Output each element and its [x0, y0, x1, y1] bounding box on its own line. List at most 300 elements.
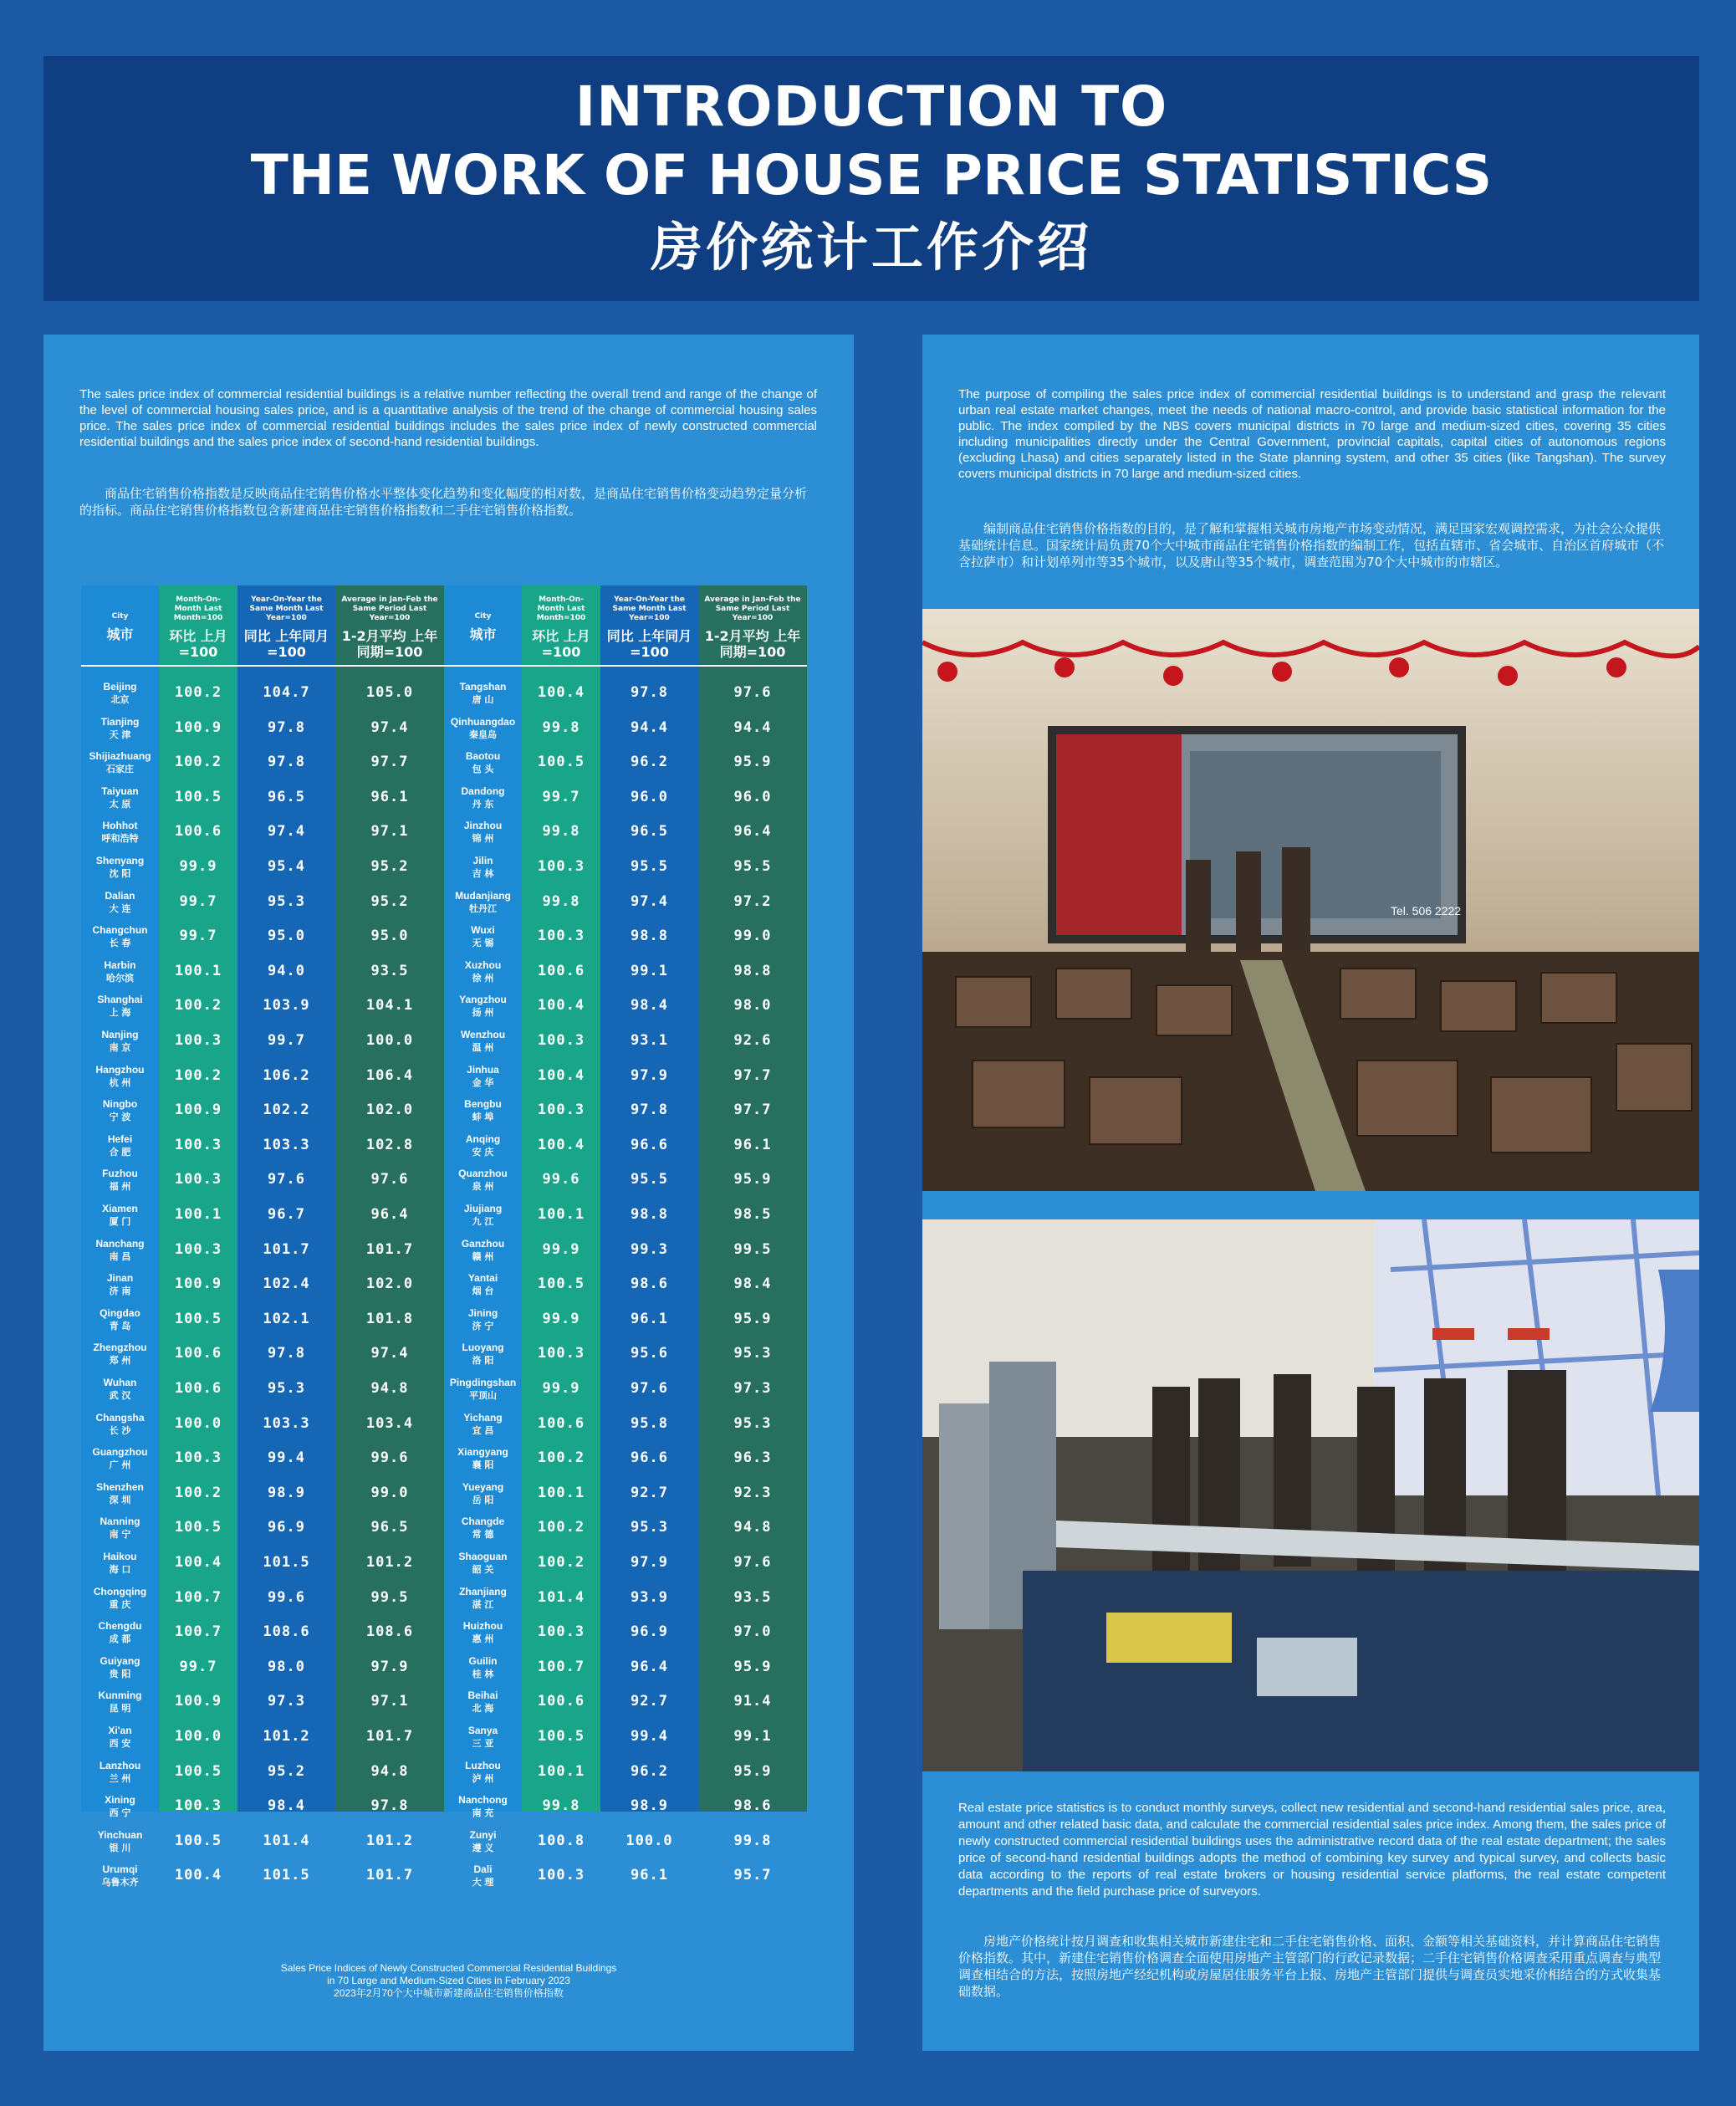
index-value-avg: 98.5: [733, 1206, 772, 1223]
index-value-mom: 100.3: [174, 1240, 222, 1258]
right-intro-english: The purpose of compiling the sales price index of commercial residential buildings is to understand and grasp the relevant urban real estate market changes, meet the needs of national macro-control, and provide basic statistical information for the public. The index compiled by the NBS covers municipal districts in 70 large and medium-sized cities, covering 35 cities including municipalities directly under the Central Government, provincial capitals, capital cities of autonomous regions (excluding Lhasa) and cities separately listed in the State planning system, and other 35 cities (like Tangshan). The survey covers municipal districts in 70 large and medium-sized cities.: [958, 387, 1666, 481]
right-panel: [922, 335, 1699, 2051]
city-name-chinese: 北 海: [472, 1703, 494, 1715]
city-name-cell: [444, 1233, 522, 1273]
city-name-cell: [81, 1093, 159, 1133]
city-name-chinese: 金 华: [472, 1076, 494, 1088]
city-name-chinese: 太 原: [109, 798, 131, 810]
index-value-avg: 101.7: [365, 1728, 414, 1745]
city-name-cell: [81, 989, 159, 1029]
city-name-chinese: 重 庆: [109, 1598, 131, 1610]
city-name-english: Yinchuan: [97, 1828, 143, 1841]
header-mom-chinese: 环比 上月=100: [169, 628, 227, 660]
city-name-chinese: 深 圳: [109, 1494, 131, 1505]
index-value-mom: 99.8: [542, 718, 580, 736]
city-name-english: Chengdu: [98, 1620, 142, 1633]
header-city-chinese: 城市: [106, 626, 134, 642]
index-value-mom: 100.2: [174, 1484, 222, 1501]
city-name-chinese: 成 都: [109, 1633, 131, 1645]
index-value-mom: 99.6: [542, 1171, 580, 1188]
city-name-cell: [444, 1441, 522, 1481]
city-name-chinese: 烟 台: [472, 1286, 494, 1297]
city-name-chinese: 桂 林: [472, 1668, 494, 1679]
index-value-mom: 100.1: [174, 962, 222, 979]
index-value-mom: 100.2: [537, 1519, 585, 1536]
index-value-mom: 100.3: [537, 858, 585, 875]
index-value-yoy: 96.5: [268, 788, 305, 805]
index-value-yoy: 97.8: [268, 718, 305, 736]
index-value-yoy: 96.1: [631, 1310, 668, 1327]
index-value-yoy: 96.9: [631, 1623, 668, 1641]
column-header-mom: [522, 585, 600, 667]
index-value-mom: 100.1: [537, 1484, 585, 1501]
city-name-english: Changchun: [92, 924, 148, 937]
index-value-avg: 96.0: [733, 788, 772, 805]
city-name-english: Tangshan: [459, 681, 507, 693]
index-value-yoy: 95.8: [631, 1414, 668, 1432]
city-name-english: Bengbu: [464, 1098, 502, 1111]
city-name-english: Beihai: [467, 1689, 498, 1702]
city-name-chinese: 武 汉: [109, 1390, 131, 1401]
city-name-cell: [81, 1824, 159, 1864]
index-value-avg: 99.8: [733, 1832, 772, 1849]
index-value-avg: 96.3: [733, 1449, 772, 1467]
city-name-cell: [444, 954, 522, 994]
city-name-english: Luzhou: [465, 1759, 501, 1771]
index-value-mom: 100.9: [174, 718, 222, 736]
city-name-english: Xiamen: [102, 1203, 138, 1214]
index-value-yoy: 97.9: [631, 1554, 668, 1571]
index-value-avg: 97.3: [733, 1380, 772, 1397]
city-name-cell: [81, 1720, 159, 1760]
city-name-chinese: 福 州: [109, 1181, 131, 1193]
column-header-yoy: [237, 585, 335, 667]
city-name-cell: [81, 815, 159, 855]
title-line-2: THE WORK OF HOUSE PRICE STATISTICS: [250, 143, 1493, 207]
column-header-avg: [698, 585, 807, 667]
index-value-avg: 105.0: [365, 684, 414, 701]
city-name-cell: [444, 1615, 522, 1655]
city-name-english: Fuzhou: [102, 1168, 138, 1180]
index-value-yoy: 100.0: [625, 1832, 673, 1849]
city-name-cell: [81, 1407, 159, 1447]
index-value-mom: 99.9: [542, 1310, 580, 1327]
city-name-chinese: 海 口: [109, 1564, 131, 1575]
photo-1-illustration: [922, 609, 1699, 1191]
index-value-avg: 96.1: [370, 788, 409, 805]
city-name-chinese: 北京: [110, 694, 130, 705]
city-name-cell: [444, 1720, 522, 1760]
index-value-avg: 98.6: [733, 1797, 772, 1815]
city-name-chinese: 襄 阳: [472, 1459, 494, 1471]
city-name-cell: [81, 745, 159, 785]
header-yoy-chinese: 同比 上年同月=100: [243, 628, 329, 660]
city-name-english: Nanjing: [101, 1029, 139, 1040]
index-value-yoy: 102.4: [263, 1275, 310, 1293]
column-city-left: [81, 585, 159, 1889]
index-value-avg: 95.2: [370, 892, 409, 910]
index-value-mom: 100.6: [537, 962, 585, 979]
city-name-cell: [81, 1615, 159, 1655]
city-name-english: Guiyang: [100, 1654, 140, 1667]
index-value-avg: 95.3: [733, 1414, 772, 1432]
index-value-yoy: 95.4: [268, 858, 305, 875]
header-city-chinese: 城市: [469, 626, 497, 642]
column-yoy-left: [237, 585, 335, 1884]
city-name-cell: [444, 1684, 522, 1725]
city-name-cell: [444, 1302, 522, 1342]
city-name-english: Xi'an: [108, 1725, 132, 1736]
index-value-mom: 99.8: [542, 1797, 580, 1815]
index-value-mom: 100.6: [174, 1380, 222, 1397]
city-name-cell: [81, 885, 159, 925]
city-name-chinese: 南 京: [109, 1042, 131, 1053]
index-value-avg: 102.8: [365, 1136, 414, 1153]
city-name-chinese: 安 庆: [472, 1146, 494, 1158]
index-value-avg: 95.9: [733, 1171, 772, 1188]
header-avg-chinese: 1-2月平均 上年同期=100: [704, 628, 801, 660]
index-value-mom: 100.0: [174, 1414, 222, 1432]
column-header-city: [81, 585, 159, 667]
city-name-chinese: 泉 州: [472, 1181, 494, 1193]
left-intro-english: The sales price index of commercial residential buildings is a relative number reflecting the overall trend and range of the change of the level of commercial housing sales price, and is a quantitative analysis of the trend of the change of commercial housing sales price. The sales price index of commercial residential buildings includes the sales price index of newly constructed commercial residential buildings and the sales price index of second-hand residential buildings.: [79, 387, 817, 449]
index-value-yoy: 95.2: [268, 1762, 305, 1780]
city-name-chinese: 锦 州: [472, 833, 494, 845]
index-value-yoy: 102.2: [263, 1102, 310, 1119]
index-value-avg: 92.6: [733, 1032, 772, 1049]
index-value-mom: 100.3: [174, 1136, 222, 1153]
table-caption: [43, 1962, 854, 2000]
index-value-avg: 97.8: [370, 1797, 409, 1815]
city-name-cell: [81, 1163, 159, 1203]
index-value-mom: 100.8: [537, 1832, 585, 1849]
city-name-cell: [444, 1650, 522, 1690]
index-value-avg: 99.5: [370, 1588, 409, 1606]
index-value-avg: 95.2: [370, 858, 409, 875]
index-value-mom: 100.5: [537, 1275, 585, 1293]
city-name-cell: [81, 1650, 159, 1690]
city-name-chinese: 宁 波: [109, 1112, 131, 1123]
index-value-avg: 95.9: [733, 1658, 772, 1675]
index-value-mom: 100.6: [174, 823, 222, 841]
index-value-yoy: 104.7: [263, 684, 310, 701]
city-name-chinese: 长 沙: [109, 1424, 131, 1436]
index-value-mom: 100.0: [174, 1728, 222, 1745]
city-name-english: Yangzhou: [459, 994, 507, 1006]
index-value-mom: 100.4: [537, 684, 585, 701]
header-avg-english: Average in Jan-Feb the Same Period Last Year=100: [341, 596, 438, 622]
index-value-mom: 100.3: [537, 1345, 585, 1362]
city-name-english: Taiyuan: [101, 785, 139, 797]
index-value-avg: 95.7: [733, 1867, 772, 1884]
city-name-english: Urumqi: [102, 1863, 138, 1876]
index-value-yoy: 96.5: [631, 823, 668, 841]
index-value-yoy: 96.6: [631, 1449, 668, 1467]
city-name-chinese: 洛 阳: [472, 1355, 494, 1367]
right-bottom-chinese: 房地产价格统计按月调查和收集相关城市新建住宅和二手住宅销售价格、面积、金额等相关基础资料，并计算商品住宅销售价格指数。其中，新建住宅销售价格调查全面使用房地产主管部门的行政记录数据；二手住宅销售价格调查采用重点调查与典型调查相结合的方法，按照房地产经纪机构或房屋居住服务平台上报、房地产主管部门提供与调查员实地采价相结合的方式收集基础数据。: [958, 1934, 1662, 1999]
city-name-chinese: 大 理: [472, 1877, 494, 1889]
column-mom-left: [159, 585, 237, 1884]
city-name-cell: [444, 1510, 522, 1551]
city-name-english: Zunyi: [469, 1828, 497, 1841]
city-name-english: Dandong: [461, 785, 505, 797]
city-name-chinese: 济 南: [109, 1286, 131, 1297]
index-value-mom: 100.4: [537, 997, 585, 1015]
index-value-avg: 98.0: [733, 997, 772, 1015]
city-name-english: Jining: [467, 1306, 498, 1319]
index-value-mom: 99.9: [179, 858, 217, 875]
index-value-mom: 100.3: [537, 928, 585, 945]
city-name-chinese: 合 肥: [109, 1146, 131, 1158]
city-name-cell: [81, 1684, 159, 1725]
index-value-avg: 95.3: [733, 1345, 772, 1362]
right-intro-chinese: 编制商品住宅销售价格指数的目的，是了解和掌握相关城市房地产市场变动情况，满足国家宏观调控需求，为社会公众提供基础统计信息。国家统计局负责70个大中城市商品住宅销售价格指数的编制工作，包括直辖市、省会城市、自治区首府城市（不含拉萨市）和计划单列市等35个城市，以及唐山等35个城市，调查范围为70个大中城市的市辖区。: [958, 521, 1665, 570]
city-name-cell: [444, 989, 522, 1029]
index-value-mom: 100.3: [537, 1623, 585, 1641]
city-name-chinese: 唐 山: [472, 694, 494, 705]
index-value-mom: 100.5: [174, 788, 222, 805]
index-value-yoy: 103.9: [263, 997, 310, 1015]
city-name-chinese: 秦皇岛: [469, 728, 497, 740]
city-name-cell: [81, 1198, 159, 1238]
index-value-mom: 100.3: [174, 1032, 222, 1049]
index-value-avg: 96.4: [733, 823, 772, 841]
city-name-cell: [444, 1824, 522, 1864]
city-name-cell: [444, 1407, 522, 1447]
city-name-cell: [81, 1267, 159, 1307]
index-value-yoy: 93.1: [631, 1032, 668, 1049]
index-value-avg: 99.1: [733, 1728, 772, 1745]
index-value-mom: 99.7: [542, 788, 580, 805]
city-name-cell: [444, 885, 522, 925]
index-value-avg: 97.1: [370, 1693, 409, 1710]
index-value-avg: 99.6: [370, 1449, 409, 1467]
index-value-mom: 100.3: [174, 1449, 222, 1467]
city-name-chinese: 三 亚: [472, 1738, 494, 1749]
header-yoy-english: Year-On-Year the Same Month Last Year=100: [612, 596, 687, 622]
city-name-english: Jilin: [472, 855, 493, 866]
city-name-cell: [444, 1267, 522, 1307]
index-value-mom: 100.5: [174, 1832, 222, 1849]
city-name-chinese: 广 州: [109, 1459, 131, 1471]
index-value-yoy: 96.9: [268, 1519, 305, 1536]
index-value-yoy: 98.9: [631, 1797, 668, 1815]
city-name-cell: [81, 1858, 159, 1899]
city-name-english: Harbin: [104, 958, 136, 971]
city-name-english: Hohhot: [102, 820, 138, 832]
index-value-avg: 95.0: [370, 928, 409, 945]
city-name-english: Ganzhou: [461, 1237, 505, 1250]
city-name-english: Changde: [461, 1516, 505, 1528]
index-value-yoy: 99.3: [631, 1240, 668, 1258]
photo-1-sign-text: Tel. 506 2222: [1391, 904, 1462, 918]
index-value-avg: 95.9: [733, 754, 772, 771]
city-name-cell: [81, 1755, 159, 1795]
index-value-mom: 100.5: [174, 1310, 222, 1327]
city-name-chinese: 南 充: [472, 1807, 494, 1819]
index-value-mom: 101.4: [537, 1588, 585, 1606]
index-value-avg: 97.0: [733, 1623, 772, 1641]
city-name-cell: [444, 1093, 522, 1133]
index-value-yoy: 97.8: [631, 684, 668, 701]
city-name-chinese: 大 连: [109, 902, 131, 914]
index-value-yoy: 103.3: [263, 1414, 310, 1432]
city-name-cell: [444, 1163, 522, 1203]
index-value-yoy: 101.7: [263, 1240, 310, 1258]
index-value-mom: 100.1: [537, 1206, 585, 1223]
index-value-avg: 106.4: [365, 1066, 414, 1084]
city-name-chinese: 遵 义: [472, 1842, 494, 1853]
index-value-mom: 100.5: [537, 1728, 585, 1745]
index-value-mom: 99.9: [542, 1380, 580, 1397]
index-value-avg: 96.5: [370, 1519, 409, 1536]
city-name-chinese: 西 宁: [109, 1807, 131, 1819]
index-value-avg: 104.1: [365, 997, 414, 1015]
index-value-yoy: 95.5: [631, 1171, 668, 1188]
city-name-english: Dali: [473, 1863, 493, 1876]
index-value-avg: 97.6: [370, 1171, 409, 1188]
index-value-avg: 97.6: [733, 1554, 772, 1571]
header-mom-english: Month-On-Month Last Month=100: [536, 596, 586, 622]
index-value-avg: 99.5: [733, 1240, 772, 1258]
index-value-mom: 100.1: [174, 1206, 222, 1223]
index-value-yoy: 101.2: [263, 1728, 310, 1745]
city-name-chinese: 天 津: [109, 728, 131, 740]
index-value-mom: 100.4: [174, 1867, 222, 1884]
index-value-mom: 100.5: [537, 754, 585, 771]
left-intro-chinese: 商品住宅销售价格指数是反映商品住宅销售价格水平整体变化趋势和变化幅度的相对数，是商品住宅销售价格变动趋势定量分析的指标。商品住宅销售价格指数包含新建商品住宅销售价格指数和二手住宅销售价格指数。: [79, 486, 808, 518]
index-value-mom: 100.9: [174, 1102, 222, 1119]
city-name-cell: [444, 1476, 522, 1516]
index-value-yoy: 97.3: [268, 1693, 305, 1710]
city-name-cell: [444, 745, 522, 785]
column-header-city: [444, 585, 522, 667]
city-name-cell: [444, 1024, 522, 1064]
city-name-english: Xiangyang: [457, 1446, 508, 1459]
index-value-yoy: 94.0: [268, 962, 305, 979]
column-avg-left: [335, 585, 444, 1884]
city-name-english: Qingdao: [100, 1306, 140, 1319]
city-name-english: Dalian: [105, 889, 135, 902]
index-value-avg: 101.8: [365, 1310, 414, 1327]
index-value-yoy: 101.5: [263, 1554, 310, 1571]
city-name-english: Qinhuangdao: [450, 715, 516, 728]
price-index-table: [81, 585, 817, 1889]
index-value-avg: 100.0: [365, 1032, 414, 1049]
city-name-chinese: 上 海: [109, 1007, 131, 1019]
city-name-chinese: 南 昌: [109, 1250, 131, 1262]
city-name-chinese: 无 锡: [472, 938, 494, 949]
city-name-cell: [444, 676, 522, 716]
index-value-yoy: 97.8: [631, 1102, 668, 1119]
index-value-mom: 100.2: [537, 1449, 585, 1467]
city-name-english: Luoyang: [462, 1342, 504, 1354]
city-name-chinese: 郑 州: [109, 1355, 131, 1367]
city-name-english: Guangzhou: [92, 1446, 148, 1459]
index-value-mom: 100.9: [174, 1693, 222, 1710]
index-value-mom: 100.2: [537, 1554, 585, 1571]
city-name-english: Changsha: [95, 1411, 145, 1424]
city-name-english: Anqing: [465, 1132, 501, 1145]
sales-office-model-photo: [922, 609, 1699, 1191]
index-value-avg: 101.7: [365, 1867, 414, 1884]
index-value-avg: 91.4: [733, 1693, 772, 1710]
city-name-cell: [81, 711, 159, 751]
index-value-avg: 97.7: [733, 1102, 772, 1119]
city-name-chinese: 丹 东: [472, 798, 494, 810]
index-value-yoy: 103.3: [263, 1136, 310, 1153]
index-value-avg: 97.7: [370, 754, 409, 771]
index-value-yoy: 94.4: [631, 718, 668, 736]
city-name-english: Xining: [105, 1794, 135, 1807]
city-name-chinese: 兰 州: [109, 1772, 131, 1784]
city-name-cell: [81, 1510, 159, 1551]
index-value-mom: 100.6: [537, 1693, 585, 1710]
index-value-mom: 100.2: [174, 997, 222, 1015]
city-name-cell: [444, 919, 522, 959]
city-name-english: Jinzhou: [463, 820, 503, 832]
title-line-1: INTRODUCTION TO: [574, 74, 1168, 139]
city-name-chinese: 沈 阳: [109, 868, 131, 879]
index-value-yoy: 99.7: [268, 1032, 305, 1049]
index-value-avg: 96.1: [733, 1136, 772, 1153]
city-name-english: Pingdingshan: [449, 1377, 517, 1388]
city-name-chinese: 西 安: [109, 1738, 131, 1749]
city-name-chinese: 泸 州: [472, 1772, 494, 1784]
index-value-mom: 100.4: [174, 1554, 222, 1571]
header-city-english: City: [111, 612, 129, 621]
index-value-yoy: 97.6: [631, 1380, 668, 1397]
city-name-chinese: 岳 阳: [472, 1494, 494, 1505]
city-name-english: Nanchang: [95, 1237, 145, 1250]
city-name-cell: [81, 1372, 159, 1412]
city-name-english: Quanzhou: [458, 1168, 508, 1180]
index-value-yoy: 96.7: [268, 1206, 305, 1223]
city-name-english: Shenzhen: [96, 1480, 144, 1493]
index-value-yoy: 93.9: [631, 1588, 668, 1606]
city-name-chinese: 徐 州: [472, 972, 494, 984]
index-value-yoy: 95.3: [631, 1519, 668, 1536]
city-name-cell: [444, 1198, 522, 1238]
index-value-avg: 93.5: [733, 1588, 772, 1606]
index-value-yoy: 98.8: [631, 1206, 668, 1223]
index-value-avg: 96.4: [370, 1206, 409, 1223]
city-name-chinese: 银 川: [109, 1842, 131, 1853]
index-value-yoy: 108.6: [263, 1623, 310, 1641]
left-panel: [43, 335, 854, 2051]
city-name-english: Jinan: [106, 1272, 134, 1285]
index-value-yoy: 97.6: [268, 1171, 305, 1188]
column-yoy-right: [600, 585, 698, 1884]
city-name-cell: [444, 1372, 522, 1412]
city-name-english: Wenzhou: [460, 1029, 506, 1040]
map-and-model-inspection-photo: [922, 1219, 1699, 1771]
city-name-english: Shijiazhuang: [89, 750, 151, 763]
index-value-yoy: 97.4: [631, 892, 668, 910]
city-name-english: Mudanjiang: [455, 889, 511, 902]
index-value-yoy: 98.4: [268, 1797, 305, 1815]
index-value-yoy: 97.4: [268, 823, 305, 841]
index-value-mom: 100.3: [537, 1032, 585, 1049]
index-value-mom: 100.2: [174, 754, 222, 771]
index-value-yoy: 96.2: [631, 754, 668, 771]
index-value-avg: 103.4: [365, 1414, 414, 1432]
city-name-english: Shaoguan: [458, 1551, 508, 1562]
index-value-avg: 98.8: [733, 962, 772, 979]
index-value-avg: 102.0: [365, 1102, 414, 1119]
city-name-chinese: 石家庄: [106, 764, 134, 775]
index-value-avg: 97.4: [370, 718, 409, 736]
